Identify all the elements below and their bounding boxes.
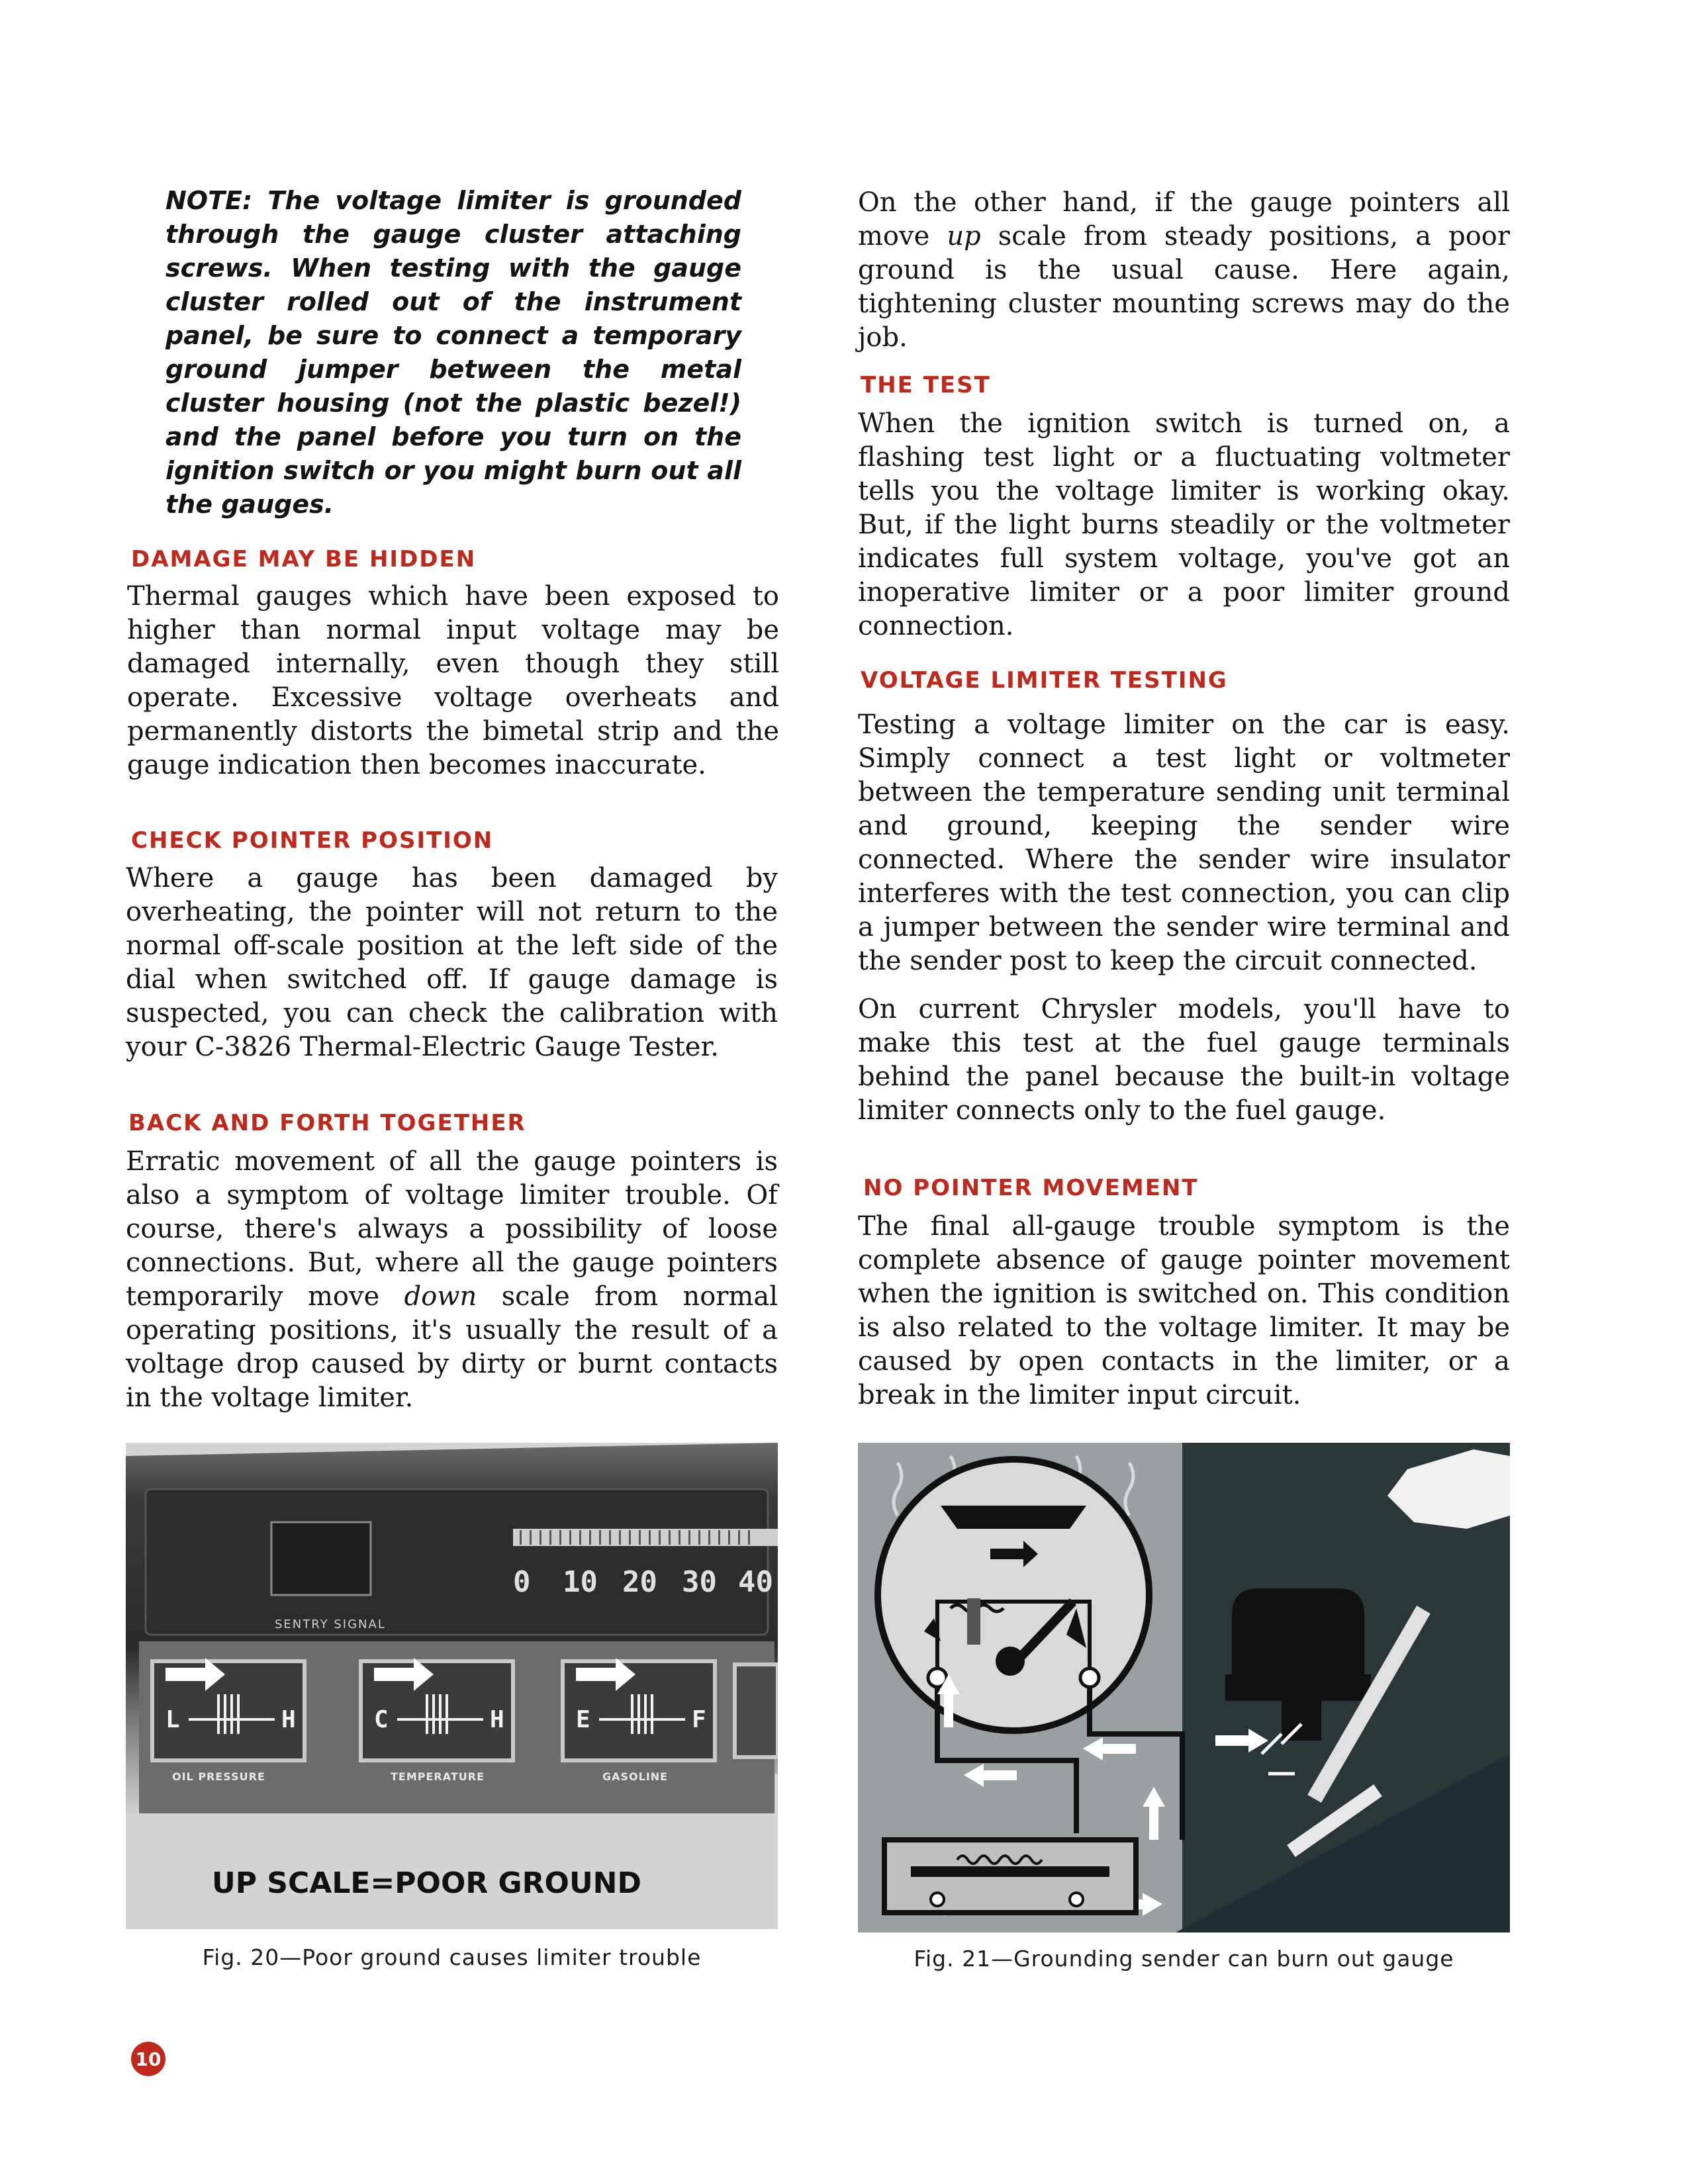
sentry-signal-label: SENTRY SIGNAL [275,1617,386,1631]
scale-label-10: 10 [563,1565,598,1599]
oil-gauge-high: H [281,1706,296,1733]
figure-21-diagram [858,1443,1510,1933]
scale-label-30: 30 [682,1565,717,1599]
heading-damage-may-be-hidden: DAMAGE MAY BE HIDDEN [131,546,477,572]
oil-gauge-low: L [165,1706,180,1733]
paragraph-the-test: When the ignition switch is turned on, a flashing test light or a fluctuating voltmeter tells you the voltage limiter is working okay. But, if the light burns steadily or the voltmeter indicates full system voltage, you've got an inoperative limiter or a poor limiter ground connection. [858,408,1510,641]
scale-label-20: 20 [622,1565,657,1599]
figure-20-photo [126,1443,778,1929]
temp-gauge-hot: H [490,1706,504,1733]
temp-gauge-cold: C [374,1706,389,1733]
oil-pressure-label: OIL PRESSURE [172,1770,265,1783]
page-number-badge: 10 [131,2042,165,2076]
heading-no-pointer-movement: NO POINTER MOVEMENT [863,1175,1199,1201]
figure-20-caption: Fig. 20—Poor ground causes limiter trouble [202,1944,702,1970]
scale-label-0: 0 [513,1565,531,1599]
temperature-label: TEMPERATURE [391,1770,485,1783]
sender-grounding-diagram [858,1443,1510,1933]
note-paragraph: NOTE: The voltage limiter is grounded through the gauge cluster attaching screws. When testing with the gauge cluster rolled out of the instrument panel, be sure to connect a temporary ground jumper between the metal cluster housing (not the plastic bezel!) and the panel before you turn on the ignition switch or you might burn out all the gauges. [165,186,741,519]
up-scale-poor-ground-label: UP SCALE=POOR GROUND [212,1866,642,1900]
heading-check-pointer-position: CHECK POINTER POSITION [131,827,494,854]
heading-voltage-limiter-testing: VOLTAGE LIMITER TESTING [861,667,1228,694]
paragraph-voltage-limiter-testing: Testing a voltage limiter on the car is easy. Simply connect a test light or voltmeter between the temperature sending unit terminal and ground, keeping the sender wire connected. Where the sender wire insulator interferes with the test connection, you can clip a jumper between the sender wire terminal and the sender post to keep the circuit connected. [858,709,1510,976]
fuel-gauge-empty: E [576,1706,590,1733]
figure-21-caption: Fig. 21—Grounding sender can burn out gauge [914,1946,1454,1972]
paragraph-no-pointer-movement: The final all-gauge trouble symptom is the complete absence of gauge pointer movement when the ignition is switched on. This condition is also related to the voltage limiter. It may be caused by open contacts in the limiter, or a break in the limiter input circuit. [858,1211,1510,1410]
paragraph-chrysler-models: On current Chrysler models, you'll have to make this test at the fuel gauge terminals behind the panel because the built-in voltage limiter connects only to the fuel gauge. [858,994,1510,1126]
scale-label-40: 40 [738,1565,773,1599]
gasoline-label: GASOLINE [602,1770,669,1783]
paragraph-back-and-forth-together: Erratic movement of all the gauge pointers is also a symptom of voltage limiter trouble. Of course, there's always a possibility of loose connections. But, where all the gauge pointers temporarily move down scale from normal operating positions, it's usually the result of a voltage drop caused by dirty or burnt contacts in the voltage limiter. [126,1146,778,1413]
heading-back-and-forth-together: BACK AND FORTH TOGETHER [128,1110,526,1136]
paragraph-check-pointer-position: Where a gauge has been damaged by overheating, the pointer will not return to the normal off-scale position at the left side of the dial when switched off. If gauge damage is suspected, you can check the calibration with your C-3826 Thermal-Electric Gauge Tester. [126,863,778,1062]
emphasis-up: up [947,221,981,251]
emphasis-down: down [404,1281,477,1312]
fuel-gauge-full: F [692,1706,706,1733]
heading-the-test: THE TEST [861,372,991,398]
instrument-cluster-photo [126,1443,778,1929]
paragraph-damage-may-be-hidden: Thermal gauges which have been exposed to higher than normal input voltage may be damaged internally, even though they still operate. Excessive voltage overheats and permanently distorts the bimetal strip and the gauge indication then becomes inaccurate. [127,581,779,780]
paragraph-intro-right: On the other hand, if the gauge pointers all move up scale from steady positions, a poor ground is the usual cause. Here again, tightening cluster mounting screws may do the job. [858,187,1511,353]
